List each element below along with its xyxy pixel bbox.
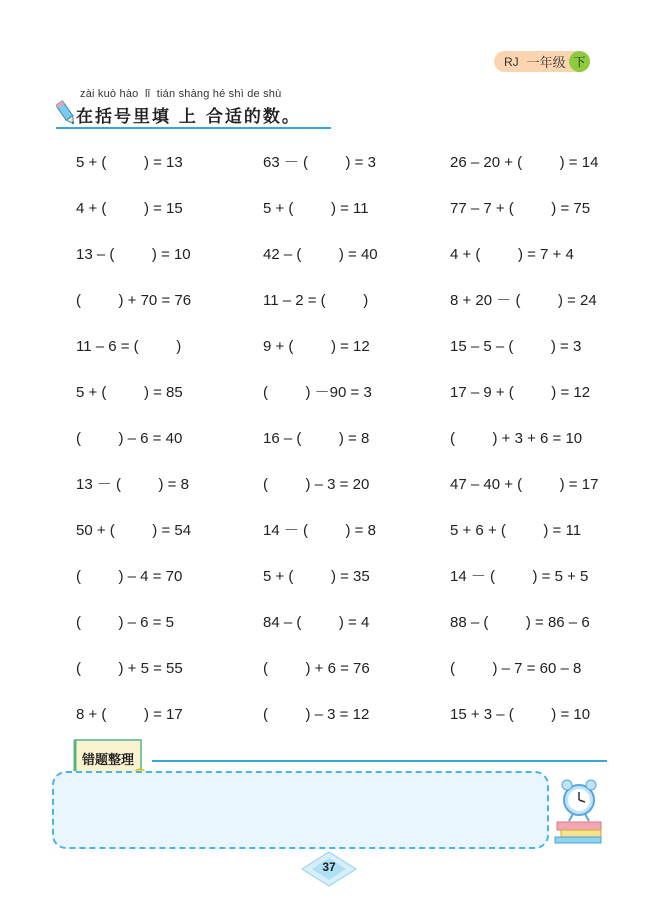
- page-number: [300, 850, 358, 888]
- problem-r12-c1[interactable]: ( ) + 5 = 55: [76, 660, 183, 677]
- problem-r13-c3[interactable]: 15 + 3 – ( ) = 10: [450, 706, 591, 723]
- problem-r11-c3[interactable]: 88 – ( ) = 86 – 6: [450, 614, 590, 631]
- problem-r6-c1[interactable]: 5 + ( ) = 85: [76, 384, 183, 401]
- page-number-text: 37: [322, 860, 336, 874]
- problem-r3-c2[interactable]: 42 – ( ) = 40: [263, 246, 378, 263]
- mistakes-label: 错题整理: [81, 753, 134, 768]
- problem-r4-c1[interactable]: ( ) + 70 = 76: [76, 292, 192, 309]
- problem-r1-c2[interactable]: 63 － ( ) = 3: [263, 154, 376, 171]
- problem-r6-c3[interactable]: 17 – 9 + ( ) = 12: [450, 384, 591, 401]
- problem-r10-c1[interactable]: ( ) – 4 = 70: [76, 568, 183, 585]
- title-underline: [56, 127, 331, 129]
- problem-r8-c2[interactable]: ( ) – 3 = 20: [263, 476, 370, 493]
- problem-r9-c2[interactable]: 14 － ( ) = 8: [263, 522, 376, 539]
- problem-r3-c1[interactable]: 13 – ( ) = 10: [76, 246, 191, 263]
- exercise-title: 在括号里填 上 合适的数。: [76, 107, 301, 127]
- series-label: RJ: [504, 54, 519, 69]
- problem-r10-c3[interactable]: 14 － ( ) = 5 + 5: [450, 568, 589, 585]
- mistakes-line: [152, 760, 607, 762]
- problem-r9-c3[interactable]: 5 + 6 + ( ) = 11: [450, 522, 582, 539]
- alarm-clock-icon: [551, 776, 609, 844]
- problem-r4-c2[interactable]: 11 – 2 = ( ): [263, 292, 369, 309]
- problem-r5-c3[interactable]: 15 – 5 – ( ) = 3: [450, 338, 582, 355]
- grade-badge: [494, 51, 590, 72]
- problem-r8-c3[interactable]: 47 – 40 + ( ) = 17: [450, 476, 599, 493]
- problem-r13-c1[interactable]: 8 + ( ) = 17: [76, 706, 183, 723]
- problem-r2-c3[interactable]: 77 – 7 + ( ) = 75: [450, 200, 591, 217]
- term-tag: 下: [569, 51, 590, 72]
- problem-r6-c2[interactable]: ( ) －90 = 3: [263, 384, 372, 401]
- problem-r13-c2[interactable]: ( ) – 3 = 12: [263, 706, 370, 723]
- problem-r2-c2[interactable]: 5 + ( ) = 11: [263, 200, 369, 217]
- title-pinyin: zài kuò hào lǐ tián shàng hé shì de shù: [80, 88, 282, 100]
- grade-label: 一年级: [526, 56, 566, 71]
- problem-r1-c3[interactable]: 26 – 20 + ( ) = 14: [450, 154, 599, 171]
- problem-r7-c2[interactable]: 16 – ( ) = 8: [263, 430, 370, 447]
- problem-r11-c1[interactable]: ( ) – 6 = 5: [76, 614, 174, 631]
- problem-r2-c1[interactable]: 4 + ( ) = 15: [76, 200, 183, 217]
- problem-r9-c1[interactable]: 50 + ( ) = 54: [76, 522, 192, 539]
- pencil-icon: [56, 99, 76, 127]
- problem-r10-c2[interactable]: 5 + ( ) = 35: [263, 568, 370, 585]
- problem-r3-c3[interactable]: 4 + ( ) = 7 + 4: [450, 246, 574, 263]
- problem-r11-c2[interactable]: 84 – ( ) = 4: [263, 614, 370, 631]
- problem-r5-c2[interactable]: 9 + ( ) = 12: [263, 338, 370, 355]
- problem-r7-c3[interactable]: ( ) + 3 + 6 = 10: [450, 430, 583, 447]
- exercise-heading: [56, 101, 331, 127]
- problem-r5-c1[interactable]: 11 – 6 = ( ): [76, 338, 182, 355]
- problem-r12-c3[interactable]: ( ) – 7 = 60 – 8: [450, 660, 582, 677]
- problem-r8-c1[interactable]: 13 － ( ) = 8: [76, 476, 189, 493]
- problem-r7-c1[interactable]: ( ) – 6 = 40: [76, 430, 183, 447]
- problem-r4-c3[interactable]: 8 + 20 － ( ) = 24: [450, 292, 597, 309]
- mistakes-note-box[interactable]: [52, 771, 549, 849]
- problem-r12-c2[interactable]: ( ) + 6 = 76: [263, 660, 370, 677]
- problem-r1-c1[interactable]: 5 + ( ) = 13: [76, 154, 183, 171]
